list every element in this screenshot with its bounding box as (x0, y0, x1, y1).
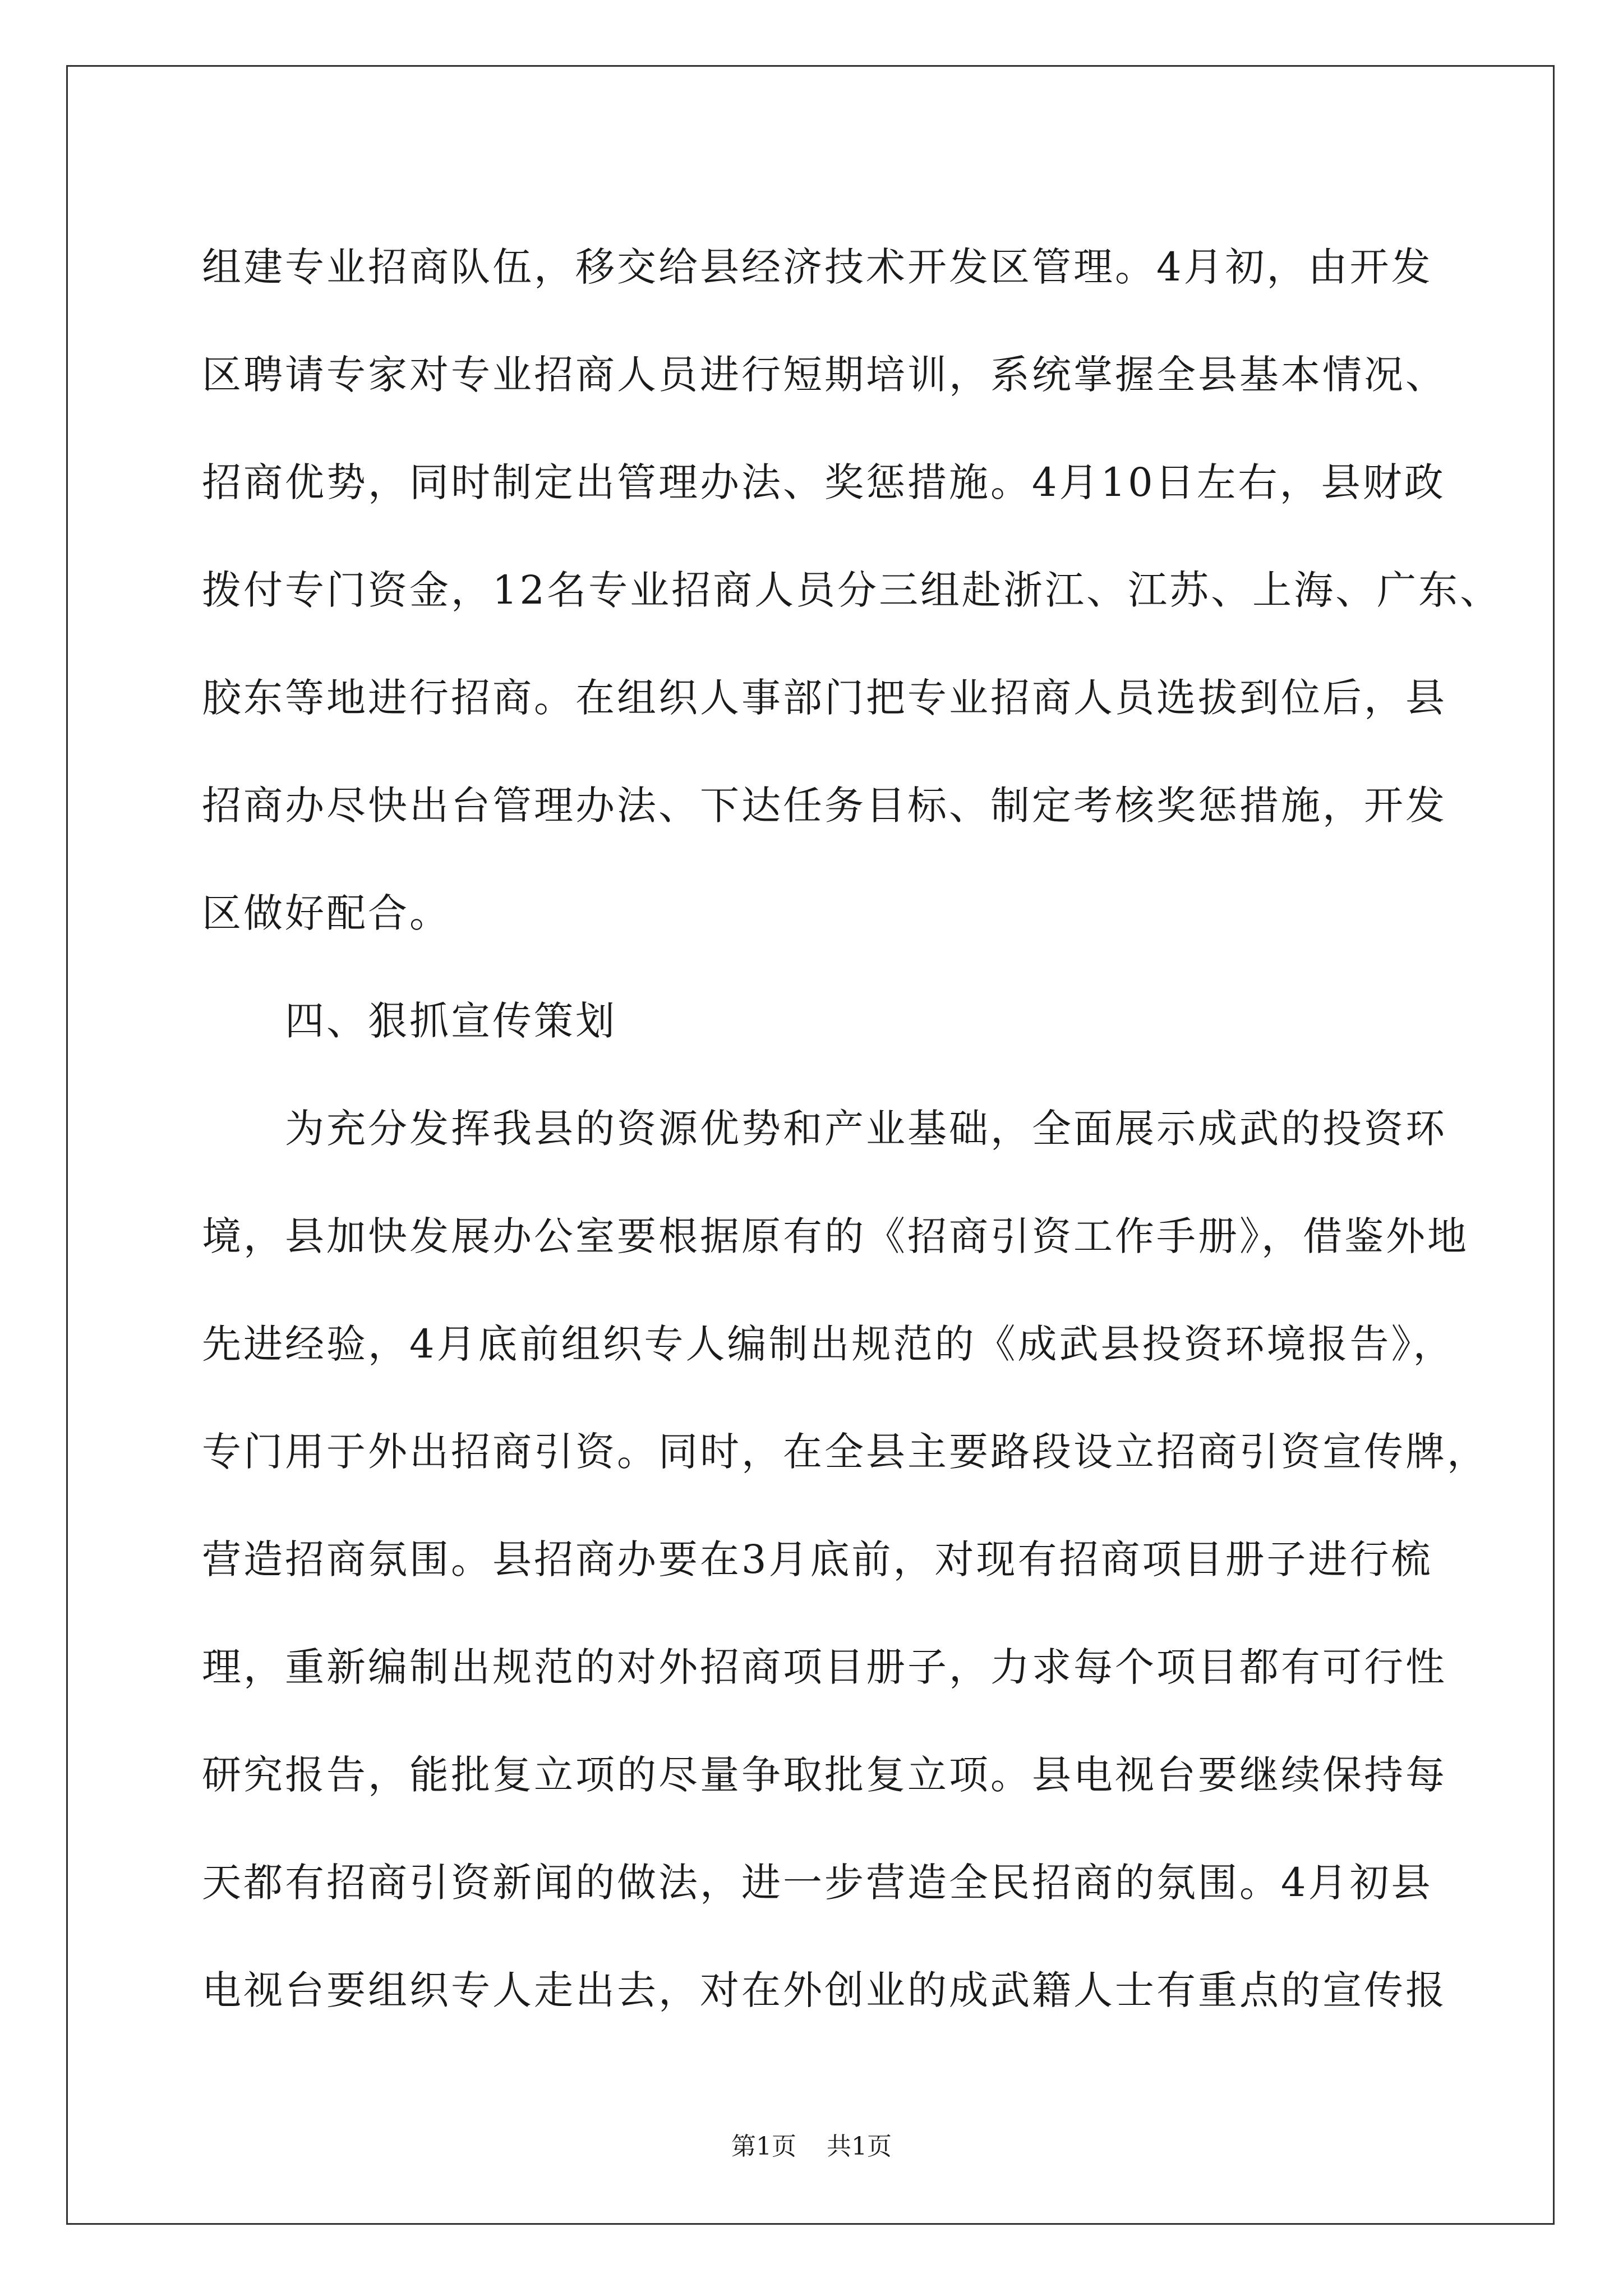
text-line-5: 胶东等地进行招商。在组织人事部门把专业招商人员选拔到位后，县 (202, 675, 1447, 721)
text-line-1: 组建专业招商队伍，移交给县经济技术开发区管理。4月初，由开发 (202, 244, 1433, 290)
text-line-10: 境，县加快发展办公室要根据原有的《招商引资工作手册》，借鉴外地 (202, 1213, 1469, 1259)
text-line-14: 理，重新编制出规范的对外招商项目册子，力求每个项目都有可行性 (202, 1644, 1447, 1690)
text-line-9: 为充分发挥我县的资源优势和产业基础，全面展示成武的投资环 (285, 1106, 1447, 1152)
page-number: 第1页 (731, 2132, 796, 2161)
page-total: 共1页 (827, 2132, 892, 2161)
text-line-7: 区做好配合。 (202, 890, 451, 936)
text-line-11: 先进经验，4月底前组织专人编制出规范的《成武县投资环境报告》， (202, 1321, 1455, 1367)
section-heading: 四、狠抓宣传策划 (285, 998, 617, 1044)
document-body (202, 213, 1502, 2044)
text-line-12: 专门用于外出招商引资。同时，在全县主要路段设立招商引资宣传牌， (202, 1429, 1488, 1475)
text-line-3: 招商优势，同时制定出管理办法、奖惩措施。4月10日左右，县财政 (202, 459, 1446, 505)
text-line-16: 天都有招商引资新闻的做法，进一步营造全民招商的氛围。4月初县 (202, 1860, 1433, 1906)
text-line-4: 拨付专门资金，12名专业招商人员分三组赴浙江、江苏、上海、广东、 (202, 567, 1502, 613)
text-line-6: 招商办尽快出台管理办法、下达任务目标、制定考核奖惩措施，开发 (202, 783, 1447, 829)
text-line-2: 区聘请专家对专业招商人员进行短期培训，系统掌握全县基本情况、 (202, 352, 1447, 398)
text-line-15: 研究报告，能批复立项的尽量争取批复立项。县电视台要继续保持每 (202, 1752, 1447, 1798)
text-line-13: 营造招商氛围。县招商办要在3月底前，对现有招商项目册子进行梳 (202, 1536, 1433, 1582)
text-line-17: 电视台要组织专人走出去，对在外创业的成武籍人士有重点的宣传报 (202, 1967, 1447, 2013)
page-footer (0, 2126, 1623, 2162)
